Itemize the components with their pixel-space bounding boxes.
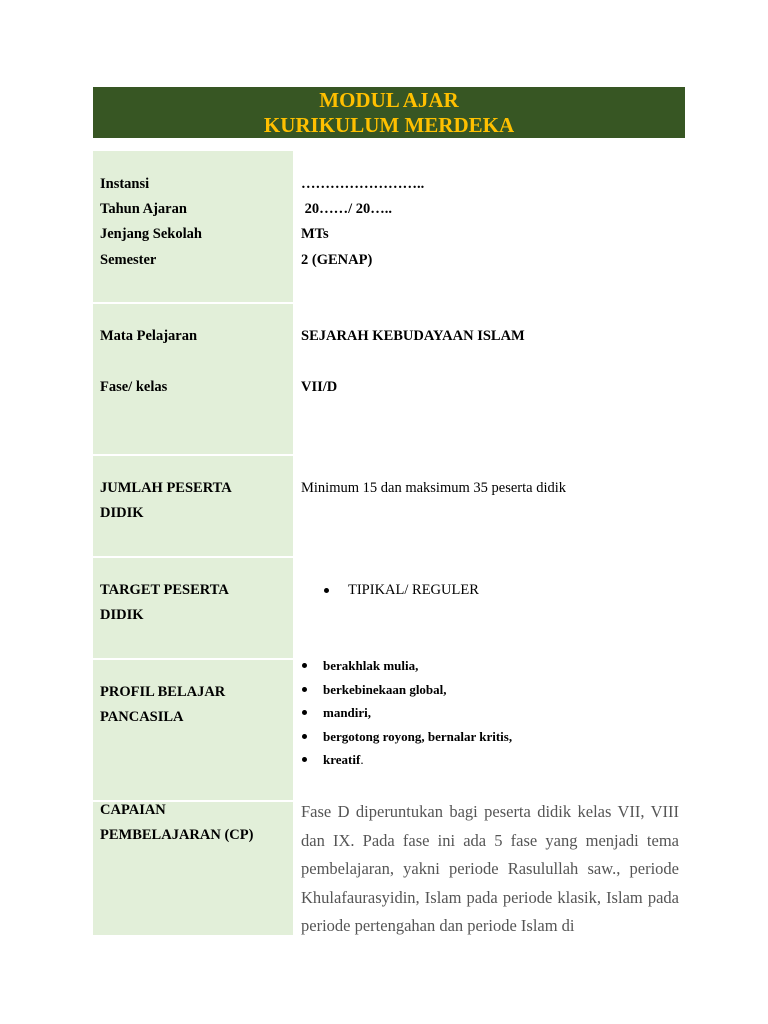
value-tahun-ajaran: 20……/ 20….. (301, 201, 393, 217)
cp-row (93, 802, 685, 935)
list-item (301, 701, 512, 725)
bullet-icon (302, 663, 307, 668)
bullet-icon (302, 757, 307, 762)
identity-value-cell (293, 151, 685, 302)
profil-item-5-suffix: . (360, 752, 364, 768)
bullet-icon (324, 588, 329, 593)
bullet-icon (302, 687, 307, 692)
profil-item-4: bergotong royong, bernalar kritis, (323, 728, 513, 744)
list-item (301, 654, 512, 678)
bullet-icon (302, 734, 307, 739)
list-item (301, 678, 512, 702)
jumlah-value-cell (293, 456, 685, 556)
label-target-line2: DIDIK (100, 607, 144, 623)
target-item: TIPIKAL/ REGULER (348, 582, 479, 598)
list-item (323, 578, 479, 603)
label-jumlah-line2: DIDIK (100, 505, 144, 521)
cp-text-clip (293, 802, 685, 935)
label-profil-line1: PROFIL BELAJAR (100, 684, 226, 700)
label-profil-line2: PANCASILA (100, 709, 184, 725)
document-title-banner (93, 87, 685, 138)
list-item (301, 748, 512, 772)
title-line-2: KURIKULUM MERDEKA (263, 113, 515, 137)
profil-label-cell (93, 660, 293, 800)
target-list (323, 578, 479, 603)
profil-item-3: mandiri, (323, 705, 372, 721)
label-semester: Semester (100, 252, 157, 268)
target-row (93, 558, 685, 658)
profil-item-2: berkebinekaan global, (323, 681, 447, 697)
profil-row (93, 660, 685, 800)
profil-item-5: kreatif (323, 752, 361, 768)
value-semester: 2 (GENAP) (301, 252, 373, 268)
label-jenjang-sekolah: Jenjang Sekolah (100, 226, 202, 242)
label-cp-line2: PEMBELAJARAN (CP) (100, 827, 254, 843)
cp-paragraph: Fase D diperuntukan bagi peserta didik kelas VII, VIII dan IX. Pada fase ini ada 5 fase yang menjadi tema pembelajaran, yakni periode Rasulullah saw., periode Khulafaurasyidin, Islam pada periode klasik, Islam pada periode pertengahan dan periode Islam di (301, 802, 679, 935)
label-cp-line1: CAPAIAN (100, 802, 166, 818)
title-line-1: MODUL AJAR (319, 88, 459, 112)
label-mata-pelajaran: Mata Pelajaran (100, 328, 198, 344)
profil-value-cell (293, 660, 685, 800)
target-value-cell (293, 558, 685, 658)
identity-row (93, 151, 685, 302)
target-label-cell (93, 558, 293, 658)
value-instansi: …………………….. (301, 176, 425, 192)
subject-row (93, 304, 685, 454)
label-target-line1: TARGET PESERTA (100, 582, 229, 598)
jumlah-label-cell (93, 456, 293, 556)
profil-list (301, 654, 512, 772)
subject-value-cell (293, 304, 685, 454)
bullet-icon (302, 710, 307, 715)
value-jumlah: Minimum 15 dan maksimum 35 peserta didik (301, 480, 567, 496)
label-instansi: Instansi (100, 176, 150, 192)
profil-item-1: berakhlak mulia, (323, 658, 419, 673)
list-item (301, 725, 512, 749)
value-mata-pelajaran: SEJARAH KEBUDAYAAN ISLAM (301, 328, 525, 344)
identity-label-cell (93, 151, 293, 302)
jumlah-row (93, 456, 685, 556)
label-tahun-ajaran: Tahun Ajaran (100, 201, 187, 217)
cp-label-cell (93, 802, 293, 935)
subject-label-cell (93, 304, 293, 454)
value-jenjang: MTs (301, 226, 329, 242)
label-jumlah-line1: JUMLAH PESERTA (100, 480, 232, 496)
label-fase-kelas: Fase/ kelas (100, 379, 168, 395)
value-fase-kelas: VII/D (301, 379, 338, 395)
